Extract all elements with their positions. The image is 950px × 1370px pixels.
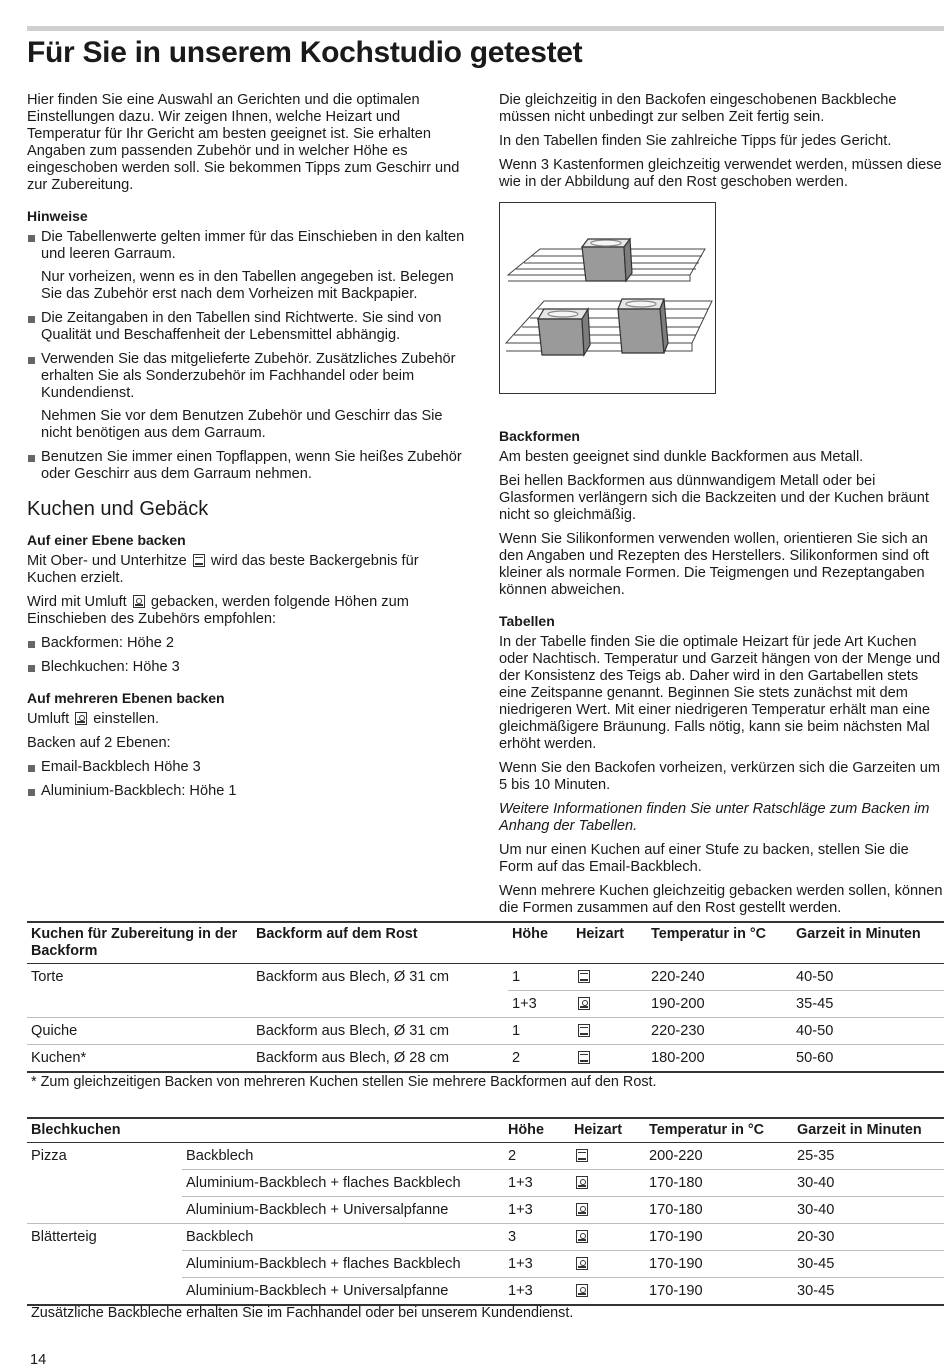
hinweise-heading: Hinweise	[27, 208, 88, 224]
table-cell: 1+3	[508, 991, 572, 1018]
umluft-icon	[576, 1203, 588, 1216]
table-cell: 170-190	[645, 1251, 793, 1278]
paragraph: In den Tabellen finden Sie zahlreiche Tipps für jedes Gericht.	[499, 133, 892, 149]
paragraph: Wenn mehrere Kuchen gleichzeitig gebacken werden sollen, können die Formen zusammen auf den Rost gestellt werden.	[499, 883, 943, 916]
paragraph: Weitere Informationen finden Sie unter Ratschläge zum Backen im Anhang der Tabellen.	[499, 801, 930, 834]
top-rule	[27, 26, 944, 31]
list-item-text: Die Tabellenwerte gelten immer für das Einschieben in den kalten und leeren Garraum.	[41, 229, 465, 262]
ebene-paragraph-2: Wird mit Umluft gebacken, werden folgende Höhen zum Einschieben des Zubehörs empfohlen:	[27, 594, 409, 627]
paragraph: Wenn Sie den Backofen vorheizen, verkürzen sich die Garzeiten um 5 bis 10 Minuten.	[499, 760, 941, 793]
ober-unterhitze-icon	[578, 1024, 590, 1037]
table-cell: 2	[504, 1143, 570, 1170]
ebene-paragraph-1: Mit Ober- und Unterhitze wird das beste Backergebnis für Kuchen erzielt.	[27, 553, 419, 586]
column-header: Backform auf dem Rost	[252, 922, 508, 964]
list-item-text: Die Zeitangaben in den Tabellen sind Richtwerte. Sie sind von Qualität und Beschaffenheit der Lebensmittel abhängig.	[41, 310, 442, 343]
paragraph: Bei hellen Backformen aus dünnwandigem Metall oder bei Glasformen verlängern sich die Backzeiten und der Kuchen bräunt nicht so gleichmäßig.	[499, 473, 929, 523]
ober-unterhitze-icon	[578, 1051, 590, 1064]
table-cell: 170-180	[645, 1197, 793, 1224]
table-header-row	[27, 1118, 944, 1143]
ober-unterhitze-icon	[576, 1149, 588, 1162]
column-header: Temperatur in °C	[647, 922, 792, 964]
umluft-icon	[576, 1257, 588, 1270]
table-cell: Aluminium-Backblech + Universalpfanne	[182, 1278, 504, 1306]
paragraph: Am besten geeignet sind dunkle Backformen aus Metall.	[499, 449, 864, 465]
paragraph: Wenn Sie Silikonformen verwenden wollen, orientieren Sie sich an den Angaben und Rezepten des Herstellers. Silikonformen sind oft kleiner als normale Formen. Die Teigmengen und Rezeptangaben können abweichen.	[499, 531, 929, 598]
table-cell: 220-230	[647, 1018, 792, 1045]
table-cell: 1+3	[504, 1251, 570, 1278]
hinweise-list	[27, 229, 472, 483]
table-cell: 1	[508, 1018, 572, 1045]
umluft-icon	[75, 712, 87, 725]
table-cell: 50-60	[792, 1045, 944, 1073]
umluft-icon	[576, 1230, 588, 1243]
paragraph: In der Tabelle finden Sie die optimale Heizart für jede Art Kuchen oder Nachtisch. Temperatur und Garzeit hängen von der Menge und der Konsistenz des Teigs ab. Daher wird in den Gartabellen stets eine Zeitspanne genannt. Beginnen Sie stets zunächst mit dem niedrigeren Wert. Mit einer niedrigeren Temperatur erhält man eine gleichmäßigere Bräunung. Falls nötig, kann sie beim nächsten Mal erhöht werden.	[499, 634, 941, 752]
table-cell: 30-45	[793, 1278, 944, 1306]
table-row	[27, 1251, 944, 1278]
table-cell: Torte	[27, 964, 252, 991]
table-row	[27, 1018, 944, 1045]
table-cell: 1+3	[504, 1278, 570, 1306]
table-cell: 40-50	[792, 1018, 944, 1045]
table-cell: 220-240	[647, 964, 792, 991]
table-cell: Backform aus Blech, Ø 31 cm	[252, 964, 508, 991]
left-column	[27, 92, 472, 807]
list-item-text: Benutzen Sie immer einen Topflappen, wenn Sie heißes Zubehör oder Geschirr aus dem Garraum nehmen.	[41, 449, 462, 482]
paragraph: Die gleichzeitig in den Backofen eingeschobenen Backbleche müssen nicht unbedingt zur selben Zeit fertig sein.	[499, 92, 897, 125]
table-cell: 180-200	[647, 1045, 792, 1073]
table-row	[27, 1197, 944, 1224]
mehrere-list	[27, 759, 472, 800]
table-cell: 1+3	[504, 1170, 570, 1197]
ebene-list	[27, 635, 472, 676]
list-item	[27, 310, 472, 344]
table-cell: 170-180	[645, 1170, 793, 1197]
page-number: 14	[30, 1352, 47, 1368]
table-cell: Backblech	[182, 1143, 504, 1170]
table-cell	[570, 1170, 645, 1197]
umluft-icon	[578, 997, 590, 1010]
table-cell	[570, 1278, 645, 1306]
table-row	[27, 1170, 944, 1197]
table-cell: 20-30	[793, 1224, 944, 1251]
table-cell	[27, 1251, 182, 1278]
list-item: Email-Backblech Höhe 3	[27, 759, 472, 776]
table-row	[27, 991, 944, 1018]
table-cell: 30-40	[793, 1197, 944, 1224]
table-cell: 200-220	[645, 1143, 793, 1170]
table-row	[27, 1278, 944, 1306]
list-item	[27, 229, 472, 303]
column-header	[182, 1118, 504, 1143]
tabellen-heading: Tabellen	[499, 613, 555, 629]
table-cell: 1+3	[504, 1197, 570, 1224]
table-cell: 2	[508, 1045, 572, 1073]
column-header: Heizart	[570, 1118, 645, 1143]
column-header: Temperatur in °C	[645, 1118, 793, 1143]
table-cell: 40-50	[792, 964, 944, 991]
mehrere-heading: Auf mehreren Ebenen backen	[27, 690, 225, 706]
list-item	[27, 449, 472, 483]
mehrere-paragraph-1: Umluft einstellen.	[27, 711, 160, 727]
intro-paragraph: Hier finden Sie eine Auswahl an Gerichten und die optimalen Einstellungen dazu. Wir zeigen Ihnen, welche Heizart und Temperatur für Ihr Gericht am besten geeignet ist. Sie erhalten Angaben zum passenden Zubehör und in welcher Höhe es eingeschoben werden soll. Sie bekommen Tipps zum Geschirr und zur Zubereitung.	[27, 92, 460, 193]
table-cell: 170-190	[645, 1224, 793, 1251]
ober-unterhitze-icon	[193, 554, 205, 567]
list-item: Blechkuchen: Höhe 3	[27, 659, 472, 676]
table-cell: 30-40	[793, 1170, 944, 1197]
table-cell	[27, 991, 252, 1018]
table-cell: Aluminium-Backblech + flaches Backblech	[182, 1170, 504, 1197]
paragraph: Wenn 3 Kastenformen gleichzeitig verwendet werden, müssen diese wie in der Abbildung auf den Rost geschoben werden.	[499, 157, 942, 190]
list-item-text: Nur vorheizen, wenn es in den Tabellen angegeben ist. Belegen Sie das Zubehör erst nach dem Vorheizen mit Backpapier.	[41, 269, 454, 302]
table-cell: 1	[508, 964, 572, 991]
table-cell	[570, 1197, 645, 1224]
table-cell: Aluminium-Backblech + flaches Backblech	[182, 1251, 504, 1278]
table-cell	[570, 1143, 645, 1170]
table-cell: 30-45	[793, 1251, 944, 1278]
table-cell	[252, 991, 508, 1018]
blechkuchen-table	[27, 1117, 944, 1306]
table-cell: 3	[504, 1224, 570, 1251]
table2-footnote: Zusätzliche Backbleche erhalten Sie im Fachhandel oder bei unserem Kundendienst.	[31, 1305, 574, 1321]
table-cell	[572, 1045, 647, 1073]
table-row	[27, 1224, 944, 1251]
column-header: Höhe	[504, 1118, 570, 1143]
table-cell	[27, 1197, 182, 1224]
section-heading: Kuchen und Gebäck	[27, 498, 209, 520]
table-cell	[572, 991, 647, 1018]
table-cell: Backform aus Blech, Ø 28 cm	[252, 1045, 508, 1073]
table-cell: 190-200	[647, 991, 792, 1018]
column-header: Blechkuchen	[27, 1118, 182, 1143]
backformen-heading: Backformen	[499, 428, 580, 444]
table-cell	[572, 964, 647, 991]
umluft-icon	[576, 1284, 588, 1297]
table-cell: 35-45	[792, 991, 944, 1018]
column-header: Garzeit in Minuten	[793, 1118, 944, 1143]
list-item: Aluminium-Backblech: Höhe 1	[27, 783, 472, 800]
table-cell: Quiche	[27, 1018, 252, 1045]
table-header-row	[27, 922, 944, 964]
table-cell: Aluminium-Backblech + Universalpfanne	[182, 1197, 504, 1224]
table-cell	[27, 1170, 182, 1197]
table-cell	[572, 1018, 647, 1045]
mehrere-paragraph-2: Backen auf 2 Ebenen:	[27, 735, 171, 751]
list-item	[27, 351, 472, 442]
paragraph: Um nur einen Kuchen auf einer Stufe zu backen, stellen Sie die Form auf das Email-Backblech.	[499, 842, 909, 875]
list-item: Backformen: Höhe 2	[27, 635, 472, 652]
table1-footnote: * Zum gleichzeitigen Backen von mehreren Kuchen stellen Sie mehrere Backformen auf den Rost.	[31, 1074, 657, 1090]
table-row	[27, 1045, 944, 1073]
column-header: Heizart	[572, 922, 647, 964]
umluft-icon	[133, 595, 145, 608]
page-title: Für Sie in unserem Kochstudio getestet	[27, 36, 583, 69]
table-cell: 170-190	[645, 1278, 793, 1306]
table-cell	[570, 1224, 645, 1251]
table-cell	[27, 1278, 182, 1306]
list-item-text: Nehmen Sie vor dem Benutzen Zubehör und Geschirr das Sie nicht benötigen aus dem Garraum.	[41, 408, 443, 441]
table-cell: Backform aus Blech, Ø 31 cm	[252, 1018, 508, 1045]
table-cell: Blätterteig	[27, 1224, 182, 1251]
ebene-heading: Auf einer Ebene backen	[27, 532, 186, 548]
table-cell: Pizza	[27, 1143, 182, 1170]
column-header: Höhe	[508, 922, 572, 964]
table-cell: Kuchen*	[27, 1045, 252, 1073]
ober-unterhitze-icon	[578, 970, 590, 983]
list-item-text: Verwenden Sie das mitgelieferte Zubehör. Zusätzliches Zubehör erhalten Sie als Sonderzubehör im Fachhandel oder beim Kundendienst.	[41, 351, 456, 401]
column-header: Kuchen für Zubereitung in der Backform	[27, 922, 252, 964]
column-header: Garzeit in Minuten	[792, 922, 944, 964]
table-cell: Backblech	[182, 1224, 504, 1251]
table-row	[27, 964, 944, 991]
baking-tins-on-rack-illustration	[499, 202, 716, 394]
umluft-icon	[576, 1176, 588, 1189]
table-row	[27, 1143, 944, 1170]
backform-table	[27, 921, 944, 1073]
table-cell: 25-35	[793, 1143, 944, 1170]
table-cell	[570, 1251, 645, 1278]
